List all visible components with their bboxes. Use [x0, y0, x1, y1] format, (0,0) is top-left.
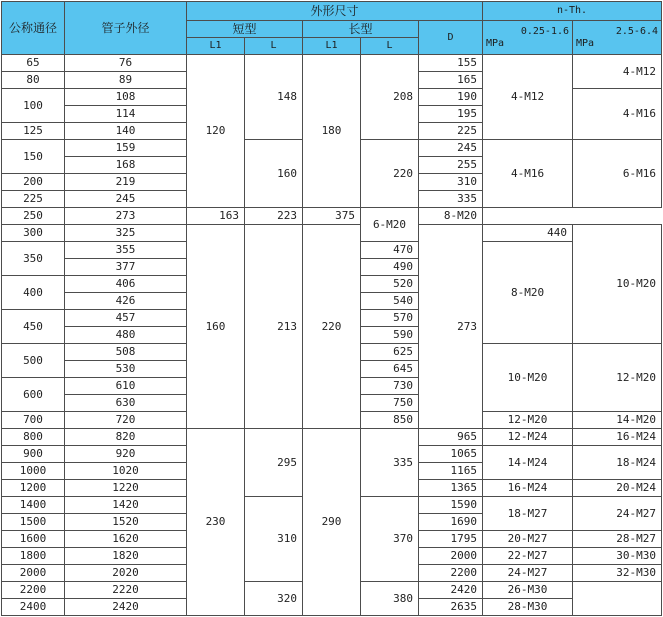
pipe-outer-diameter-cell: 530 [65, 361, 187, 378]
bolts-p2-cell: 18-M24 [573, 446, 662, 480]
short-l-cell: 310 [245, 497, 303, 582]
flange-d-cell: 1690 [419, 514, 483, 531]
pipe-outer-diameter-cell: 245 [65, 191, 187, 208]
long-l1-cell: 180 [303, 55, 361, 208]
nominal-diameter-cell: 300 [2, 225, 65, 242]
bolts-p1-cell: 16-M24 [483, 480, 573, 497]
header-bolts: n-Th. [483, 2, 662, 21]
nominal-diameter-cell: 200 [2, 174, 65, 191]
bolts-p1-cell: 10-M20 [483, 344, 573, 412]
nominal-diameter-cell: 700 [2, 412, 65, 429]
pipe-outer-diameter-cell: 920 [65, 446, 187, 463]
pressure-high-range: 2.5-6.4 [615, 25, 659, 37]
nominal-diameter-cell: 350 [2, 242, 65, 276]
pipe-outer-diameter-cell: 76 [65, 55, 187, 72]
flange-d-cell: 2420 [419, 582, 483, 599]
pipe-outer-diameter-cell: 1020 [65, 463, 187, 480]
pipe-outer-diameter-cell: 219 [65, 174, 187, 191]
flange-d-cell: 1795 [419, 531, 483, 548]
flange-d-cell: 730 [361, 378, 419, 395]
pipe-outer-diameter-cell: 114 [65, 106, 187, 123]
flange-d-cell: 440 [483, 225, 573, 242]
pipe-outer-diameter-cell: 457 [65, 310, 187, 327]
pipe-outer-diameter-cell: 820 [65, 429, 187, 446]
flange-d-cell: 2635 [419, 599, 483, 616]
table-row [2, 55, 662, 72]
header-short-type: 短型 [187, 21, 303, 38]
flange-d-cell: 195 [419, 106, 483, 123]
table-row [2, 429, 662, 446]
pipe-outer-diameter-cell: 159 [65, 140, 187, 157]
flange-d-cell: 225 [419, 123, 483, 140]
bolts-p1-cell: 8-M20 [483, 242, 573, 344]
short-l-cell: 148 [245, 55, 303, 140]
flange-d-cell: 570 [361, 310, 419, 327]
flange-d-cell: 520 [361, 276, 419, 293]
short-l-cell: 160 [245, 140, 303, 208]
table-row [2, 208, 662, 225]
bolts-p2-cell [573, 582, 662, 616]
short-l1-cell: 230 [187, 429, 245, 616]
nominal-diameter-cell: 125 [2, 123, 65, 140]
pipe-outer-diameter-cell: 355 [65, 242, 187, 259]
pipe-outer-diameter-cell: 2420 [65, 599, 187, 616]
pipe-outer-diameter-cell: 89 [65, 72, 187, 89]
flange-d-cell: 190 [419, 89, 483, 106]
pipe-outer-diameter-cell: 2220 [65, 582, 187, 599]
bolts-p2-cell: 10-M20 [573, 225, 662, 344]
nominal-diameter-cell: 1800 [2, 548, 65, 565]
nominal-diameter-cell: 150 [2, 140, 65, 174]
nominal-diameter-cell: 2000 [2, 565, 65, 582]
long-l1-cell: 290 [303, 429, 361, 616]
pipe-outer-diameter-cell: 168 [65, 157, 187, 174]
short-l1-cell: 160 [187, 225, 245, 429]
pipe-outer-diameter-cell: 1220 [65, 480, 187, 497]
nominal-diameter-cell: 1200 [2, 480, 65, 497]
pipe-outer-diameter-cell: 630 [65, 395, 187, 412]
pipe-outer-diameter-cell: 426 [65, 293, 187, 310]
pipe-outer-diameter-cell: 140 [65, 123, 187, 140]
bolts-p2-cell: 30-M30 [573, 548, 662, 565]
flange-d-cell: 965 [419, 429, 483, 446]
nominal-diameter-cell: 500 [2, 344, 65, 378]
short-l-cell: 320 [245, 582, 303, 616]
bolts-p2-cell: 8-M20 [419, 208, 483, 225]
bolts-p1-cell: 6-M20 [361, 208, 419, 242]
header-long-type: 长型 [303, 21, 419, 38]
header-short-l: L [245, 38, 303, 55]
flange-d-cell: 1165 [419, 463, 483, 480]
bolts-p2-cell: 24-M27 [573, 497, 662, 531]
pressure-low-unit: MPa [486, 37, 505, 49]
header-outer-dimensions: 外形尺寸 [187, 2, 483, 21]
bolts-p1-cell: 28-M30 [483, 599, 573, 616]
bolts-p2-cell: 6-M16 [573, 140, 662, 208]
long-l-cell: 335 [361, 429, 419, 497]
header-long-l1: L1 [303, 38, 361, 55]
header-short-l1: L1 [187, 38, 245, 55]
flange-d-cell: 645 [361, 361, 419, 378]
bolts-p1-cell: 18-M27 [483, 497, 573, 531]
pipe-outer-diameter-cell: 1520 [65, 514, 187, 531]
pipe-outer-diameter-cell: 406 [65, 276, 187, 293]
header-long-l: L [361, 38, 419, 55]
long-l1-cell: 220 [303, 225, 361, 429]
flange-d-cell: 375 [303, 208, 361, 225]
long-l-cell: 208 [361, 55, 419, 140]
nominal-diameter-cell: 250 [2, 208, 65, 225]
header-pressure-high [573, 21, 662, 55]
nominal-diameter-cell: 1600 [2, 531, 65, 548]
nominal-diameter-cell: 80 [2, 72, 65, 89]
nominal-diameter-cell: 65 [2, 55, 65, 72]
flange-d-cell: 625 [361, 344, 419, 361]
pressure-high-unit: MPa [576, 37, 595, 49]
pipe-outer-diameter-cell: 2020 [65, 565, 187, 582]
nominal-diameter-cell: 225 [2, 191, 65, 208]
bolts-p1-cell: 4-M16 [483, 140, 573, 208]
bolts-p1-cell: 20-M27 [483, 531, 573, 548]
flange-d-cell: 310 [419, 174, 483, 191]
flange-d-cell: 1590 [419, 497, 483, 514]
long-l-cell: 370 [361, 497, 419, 582]
bolts-p2-cell: 12-M20 [573, 344, 662, 412]
flange-d-cell: 1065 [419, 446, 483, 463]
pipe-outer-diameter-cell: 108 [65, 89, 187, 106]
table-row [2, 225, 662, 242]
nominal-diameter-cell: 600 [2, 378, 65, 412]
flange-d-cell: 590 [361, 327, 419, 344]
flange-d-cell: 165 [419, 72, 483, 89]
header-pipe-outer-diameter: 管子外径 [65, 2, 187, 55]
flange-d-cell: 1365 [419, 480, 483, 497]
bolts-p1-cell: 14-M24 [483, 446, 573, 480]
pipe-outer-diameter-cell: 1820 [65, 548, 187, 565]
bolts-p1-cell: 12-M24 [483, 429, 573, 446]
flange-d-cell: 540 [361, 293, 419, 310]
pipe-outer-diameter-cell: 508 [65, 344, 187, 361]
header-nominal-diameter: 公称通径 [2, 2, 65, 55]
short-l-cell: 163 [187, 208, 245, 225]
pressure-low-range: 0.25-1.6 [520, 25, 570, 37]
long-l-cell: 273 [419, 225, 483, 429]
flange-d-cell: 490 [361, 259, 419, 276]
nominal-diameter-cell: 2400 [2, 599, 65, 616]
nominal-diameter-cell: 1000 [2, 463, 65, 480]
bolts-p2-cell: 14-M20 [573, 412, 662, 429]
pipe-outer-diameter-cell: 480 [65, 327, 187, 344]
bolts-p2-cell: 28-M27 [573, 531, 662, 548]
bolts-p2-cell: 16-M24 [573, 429, 662, 446]
flange-d-cell: 470 [361, 242, 419, 259]
flange-d-cell: 335 [419, 191, 483, 208]
pipe-outer-diameter-cell: 720 [65, 412, 187, 429]
nominal-diameter-cell: 100 [2, 89, 65, 123]
long-l-cell: 220 [361, 140, 419, 208]
short-l-cell: 213 [245, 225, 303, 429]
pipe-outer-diameter-cell: 325 [65, 225, 187, 242]
bolts-p2-cell: 32-M30 [573, 565, 662, 582]
short-l-cell: 295 [245, 429, 303, 497]
bolts-p1-cell: 26-M30 [483, 582, 573, 599]
flange-spec-table [1, 1, 662, 616]
pipe-outer-diameter-cell: 1420 [65, 497, 187, 514]
nominal-diameter-cell: 450 [2, 310, 65, 344]
pipe-outer-diameter-cell: 273 [65, 208, 187, 225]
short-l1-cell: 120 [187, 55, 245, 208]
pipe-outer-diameter-cell: 610 [65, 378, 187, 395]
flange-d-cell: 155 [419, 55, 483, 72]
header-d: D [419, 21, 483, 55]
nominal-diameter-cell: 900 [2, 446, 65, 463]
long-l-cell: 223 [245, 208, 303, 225]
header-pressure-low [483, 21, 573, 55]
nominal-diameter-cell: 2200 [2, 582, 65, 599]
nominal-diameter-cell: 400 [2, 276, 65, 310]
flange-d-cell: 850 [361, 412, 419, 429]
long-l-cell: 380 [361, 582, 419, 616]
flange-d-cell: 2200 [419, 565, 483, 582]
bolts-p1-cell: 4-M12 [483, 55, 573, 140]
flange-d-cell: 750 [361, 395, 419, 412]
flange-d-cell: 255 [419, 157, 483, 174]
nominal-diameter-cell: 1400 [2, 497, 65, 514]
bolts-p2-cell: 4-M12 [573, 55, 662, 89]
bolts-p1-cell: 22-M27 [483, 548, 573, 565]
nominal-diameter-cell: 1500 [2, 514, 65, 531]
nominal-diameter-cell: 800 [2, 429, 65, 446]
pipe-outer-diameter-cell: 1620 [65, 531, 187, 548]
flange-d-cell: 245 [419, 140, 483, 157]
bolts-p1-cell: 24-M27 [483, 565, 573, 582]
bolts-p2-cell: 20-M24 [573, 480, 662, 497]
flange-d-cell: 2000 [419, 548, 483, 565]
bolts-p1-cell: 12-M20 [483, 412, 573, 429]
bolts-p2-cell: 4-M16 [573, 89, 662, 140]
pipe-outer-diameter-cell: 377 [65, 259, 187, 276]
